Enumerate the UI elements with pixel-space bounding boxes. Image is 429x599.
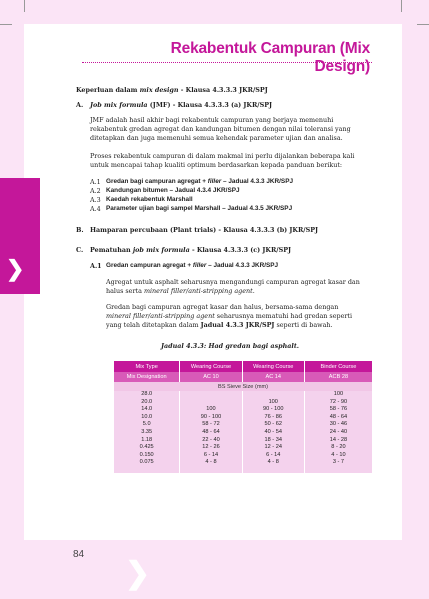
table-header-cell: Wearing Course [242, 361, 304, 372]
table-header-cell: AC 14 [242, 372, 304, 382]
list-item-number: A.2 [90, 187, 101, 195]
side-tab [0, 178, 40, 294]
list-item: Kandungan bitumen – Jadual 4.3.4 JKR/SPJ [106, 187, 240, 194]
crop-mark [401, 0, 402, 12]
section-a-letter: A. [76, 101, 84, 109]
list-item: Gredan campuran agregat + filler – Jadual 4.3.3 JKR/SPJ [106, 262, 279, 269]
paragraph-line: untuk mencapai tahap kualiti optimum berdasarkan kepada panduan berikut: [90, 161, 343, 169]
grading-table [114, 361, 372, 473]
ac14-column: 100 90 - 100 76 - 86 50 - 62 40 - 54 18 - 34 12 - 24 6 - 14 4 - 8 [242, 391, 304, 473]
list-item: Kaedah rekabentuk Marshall [106, 196, 193, 203]
section-b-heading: Hamparan percubaan (Plant trials) - Klausa 4.3.3.3 (b) JKR/SPJ [90, 226, 319, 234]
table-header-cell: Mix Type [114, 361, 180, 372]
sieve-size-label: BS Sieve Size (mm) [114, 382, 372, 391]
section-c-heading: Pematuhan job mix formula - Klausa 4.3.3.3 (c) JKR/SPJ [90, 246, 292, 254]
table-row [114, 391, 372, 473]
paragraph-line: rekabentuk gredan agregat dan kandungan bitumen dengan nilai toleransi yang [90, 125, 351, 133]
table-header-cell: Wearing Course [180, 361, 242, 372]
section-a-heading: Job mix formula (JMF) - Klausa 4.3.3.3 (a) JKR/SPJ [90, 101, 273, 109]
page-number: 84 [73, 549, 85, 560]
paragraph-line: Gredan bagi campuran agregat kasar dan halus, bersama-sama dengan [106, 303, 339, 311]
crop-mark [0, 24, 12, 25]
crop-mark [417, 24, 429, 25]
list-item-number: A.3 [90, 196, 101, 204]
table-header-cell: AC 10 [180, 372, 242, 382]
table-header-cell: Mix Designation [114, 372, 180, 382]
section-heading: Keperluan dalam mix design - Klausa 4.3.3.3 JKR/SPJ [76, 86, 268, 94]
paragraph-line: JMF adalah hasil akhir bagi rekabentuk campuran yang berjaya memenuhi [90, 116, 334, 124]
table-subheader-row [114, 382, 372, 391]
section-b-letter: B. [76, 226, 84, 234]
list-item: Gredan bagi campuran agregat + filler – Jadual 4.3.3 JKR/SPJ [106, 178, 294, 185]
sieve-size-column: 28.0 20.0 14.0 10.0 5.0 3.35 1.18 0.425 0.150 0.075 [114, 391, 180, 473]
paragraph-line: Proses rekabentuk campuran di dalam makmal ini perlu dijalankan beberapa kali [90, 152, 355, 160]
table-header-row [114, 361, 372, 372]
table-designation-row [114, 372, 372, 382]
paragraph-line: Agregat untuk asphalt seharusnya mengandungi campuran agregat kasar dan [106, 278, 360, 286]
paragraph-line: yang telah ditetapkan dalam Jadual 4.3.3 JKR/SPJ seperti di bawah. [106, 321, 333, 329]
list-item: Parameter ujian bagi sampel Marshall – Jadual 4.3.5 JKR/SPJ [106, 205, 293, 212]
table-header-cell: Binder Course [304, 361, 372, 372]
title-divider [82, 62, 372, 63]
acb28-column: 100 72 - 90 58 - 76 48 - 64 30 - 46 24 - 40 14 - 28 8 - 20 4 - 10 3 - 7 [304, 391, 372, 473]
page-title: Rekabentuk Campuran (Mix Design) [170, 40, 370, 75]
table-header-cell: ACB 28 [304, 372, 372, 382]
list-item-number: A.1 [90, 178, 101, 186]
list-item-number: A.1 [90, 262, 102, 270]
paragraph-line: mineral filler/anti-stripping agent seharusnya mematuhi had gredan seperti [106, 312, 353, 320]
list-item-number: A.4 [90, 205, 101, 213]
swoosh-icon: ❯ [125, 556, 151, 591]
ac10-column: 100 90 - 100 58 - 72 48 - 64 22 - 40 12 - 26 6 - 14 4 - 8 [180, 391, 242, 473]
crop-mark [24, 0, 25, 12]
paragraph-line: halus serta mineral filler/anti-stripping agent. [106, 287, 255, 295]
section-c-letter: C. [76, 246, 84, 254]
footer-band [0, 540, 429, 599]
table-caption: Jadual 4.3.3: Had gredan bagi asphalt. [161, 342, 300, 350]
swoosh-icon: ❯ [6, 256, 25, 282]
paragraph-line: ditetapkan dan juga memenuhi semua kehendak parameter ujian dan analisa. [90, 134, 343, 142]
